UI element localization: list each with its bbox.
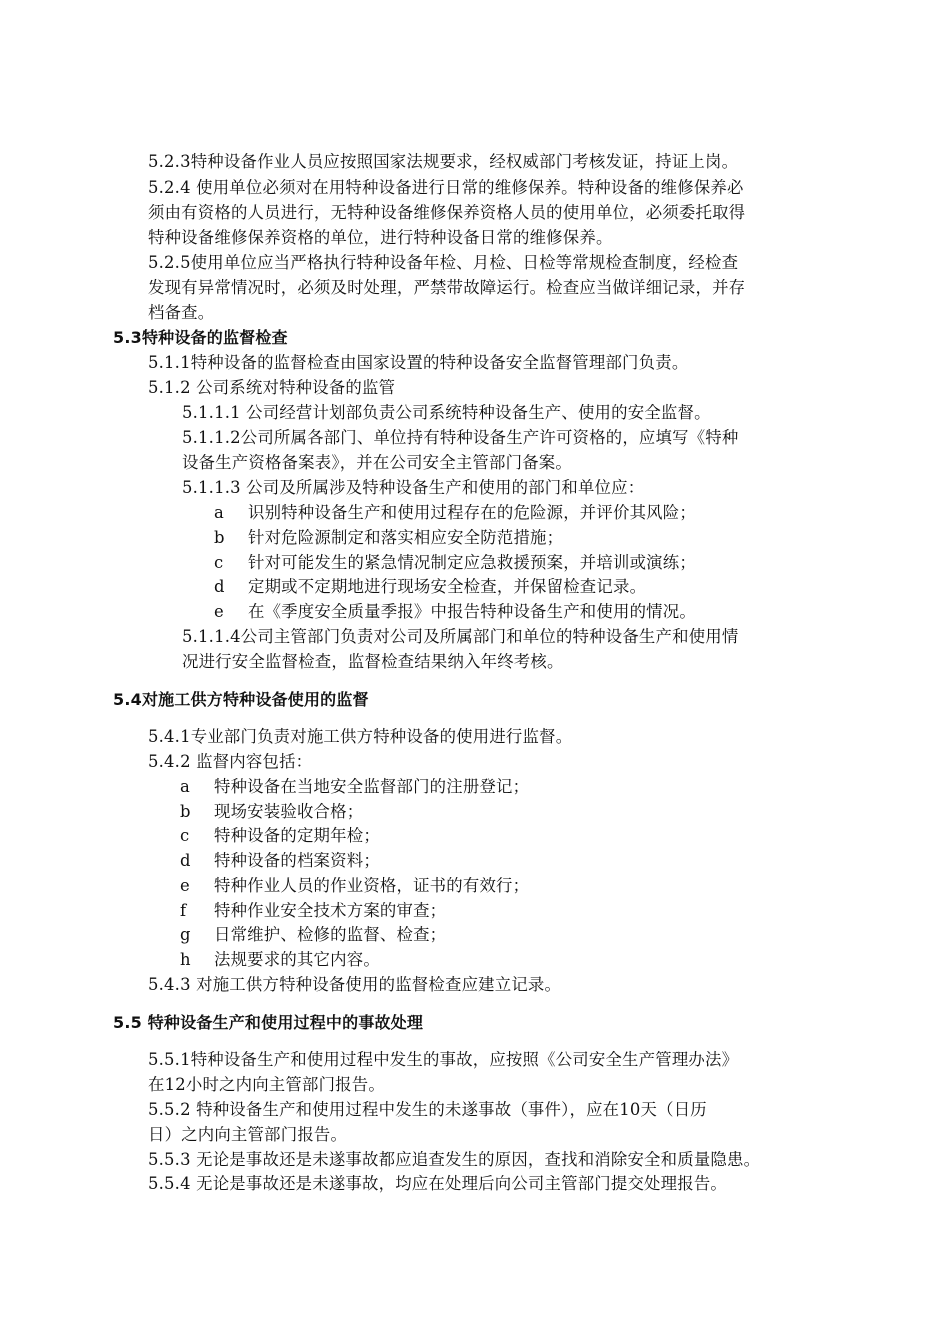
- section-heading-5-3: 5.3特种设备的监督检查: [113, 328, 288, 347]
- list-item: [180, 874, 529, 898]
- list-item-label: g: [180, 925, 191, 944]
- list-item-label: d: [214, 577, 225, 596]
- list-item-label: b: [180, 802, 191, 821]
- list-item-label: b: [214, 528, 225, 547]
- list-item-text: 法规要求的其它内容。: [214, 950, 380, 969]
- list-item-label: a: [214, 503, 224, 522]
- paragraph-5-2-5-line2: 发现有异常情况时，必须及时处理，严禁带故障运行。检查应当做详细记录，并存: [148, 278, 746, 297]
- list-item: [214, 600, 696, 624]
- list-item-text: 现场安装验收合格；: [214, 802, 364, 821]
- paragraph-5-2-4-line3: 特种设备维修保养资格的单位，进行特种设备日常的维修保养。: [148, 228, 613, 247]
- paragraph-5-2-5-line1: 5.2.5使用单位应当严格执行特种设备年检、月检、日检等常规检查制度，经检查: [148, 253, 739, 272]
- paragraph-5-5-3: 5.5.3 无论是事故还是未遂事故都应追查发生的原因，查找和消除安全和质量隐患。: [148, 1150, 761, 1169]
- paragraph-5-1-1: 5.1.1特种设备的监督检查由国家设置的特种设备安全监督管理部门负责。: [148, 353, 689, 372]
- list-item-label: c: [180, 826, 190, 845]
- list-item-text: 在《季度安全质量季报》中报告特种设备生产和使用的情况。: [248, 602, 696, 621]
- section-heading-5-4: 5.4对施工供方特种设备使用的监督: [113, 690, 369, 709]
- paragraph-5-5-2-line2: 日）之内向主管部门报告。: [148, 1125, 348, 1144]
- list-item-label: e: [214, 602, 224, 621]
- paragraph-5-2-5-line3: 档备查。: [148, 303, 215, 322]
- list-item: [180, 923, 446, 947]
- list-item: [180, 800, 363, 824]
- paragraph-5-5-1-line2: 在12小时之内向主管部门报告。: [148, 1075, 385, 1094]
- list-item-text: 特种设备的定期年检；: [214, 826, 380, 845]
- paragraph-5-2-4-line1: 5.2.4 使用单位必须对在用特种设备进行日常的维修保养。特种设备的维修保养必: [148, 178, 744, 197]
- list-item-label: h: [180, 950, 191, 969]
- paragraph-5-1-1-2-line2: 设备生产资格备案表》，并在公司安全主管部门备案。: [182, 453, 572, 472]
- list-item-label: c: [214, 553, 224, 572]
- list-item-label: e: [180, 876, 190, 895]
- list-item: [214, 501, 696, 525]
- paragraph-5-5-2-line1: 5.5.2 特种设备生产和使用过程中发生的未遂事故（事件），应在10天（日历: [148, 1100, 707, 1119]
- paragraph-5-4-1: 5.4.1专业部门负责对施工供方特种设备的使用进行监督。: [148, 727, 573, 746]
- list-item-text: 特种作业安全技术方案的审查；: [214, 901, 447, 920]
- list-item-text: 日常维护、检修的监督、检查；: [214, 925, 447, 944]
- list-item: [180, 849, 380, 873]
- list-item-text: 识别特种设备生产和使用过程存在的危险源，并评价其风险；: [248, 503, 696, 522]
- paragraph-5-1-2: 5.1.2 公司系统对特种设备的监管: [148, 378, 396, 397]
- paragraph-5-2-3: 5.2.3特种设备作业人员应按照国家法规要求，经权威部门考核发证，持证上岗。: [148, 152, 739, 171]
- paragraph-5-1-1-4-line2: 况进行安全监督检查，监督检查结果纳入年终考核。: [182, 652, 564, 671]
- paragraph-5-1-1-1: 5.1.1.1 公司经营计划部负责公司系统特种设备生产、使用的安全监督。: [182, 403, 711, 422]
- list-item: [180, 775, 529, 799]
- list-item: [214, 551, 696, 575]
- list-item-label: a: [180, 777, 190, 796]
- paragraph-5-4-2: 5.4.2 监督内容包括：: [148, 752, 313, 771]
- paragraph-5-5-1-line1: 5.5.1特种设备生产和使用过程中发生的事故，应按照《公司安全生产管理办法》: [148, 1050, 739, 1069]
- list-item: [180, 948, 380, 972]
- list-item-text: 针对可能发生的紧急情况制定应急救援预案，并培训或演练；: [248, 553, 696, 572]
- list-item: [180, 824, 380, 848]
- paragraph-5-1-1-2-line1: 5.1.1.2公司所属各部门、单位持有特种设备生产许可资格的，应填写《特种: [182, 428, 739, 447]
- list-item: [214, 526, 563, 550]
- list-item-text: 针对危险源制定和落实相应安全防范措施；: [248, 528, 564, 547]
- paragraph-5-4-3: 5.4.3 对施工供方特种设备使用的监督检查应建立记录。: [148, 975, 562, 994]
- paragraph-5-1-1-4-line1: 5.1.1.4公司主管部门负责对公司及所属部门和单位的特种设备生产和使用情: [182, 627, 739, 646]
- list-item-label: d: [180, 851, 191, 870]
- paragraph-5-5-4: 5.5.4 无论是事故还是未遂事故，均应在处理后向公司主管部门提交处理报告。: [148, 1174, 728, 1193]
- section-heading-5-5: 5.5 特种设备生产和使用过程中的事故处理: [113, 1013, 424, 1032]
- list-item: [180, 899, 446, 923]
- list-item: [214, 575, 646, 599]
- list-item-label: f: [180, 901, 187, 920]
- list-item-text: 特种设备的档案资料；: [214, 851, 380, 870]
- list-item-text: 定期或不定期地进行现场安全检查，并保留检查记录。: [248, 577, 647, 596]
- paragraph-5-2-4-line2: 须由有资格的人员进行，无特种设备维修保养资格人员的使用单位，必须委托取得: [148, 203, 746, 222]
- list-item-text: 特种作业人员的作业资格，证书的有效行；: [214, 876, 530, 895]
- paragraph-5-1-1-3: 5.1.1.3 公司及所属涉及特种设备生产和使用的部门和单位应：: [182, 478, 645, 497]
- list-item-text: 特种设备在当地安全监督部门的注册登记；: [214, 777, 530, 796]
